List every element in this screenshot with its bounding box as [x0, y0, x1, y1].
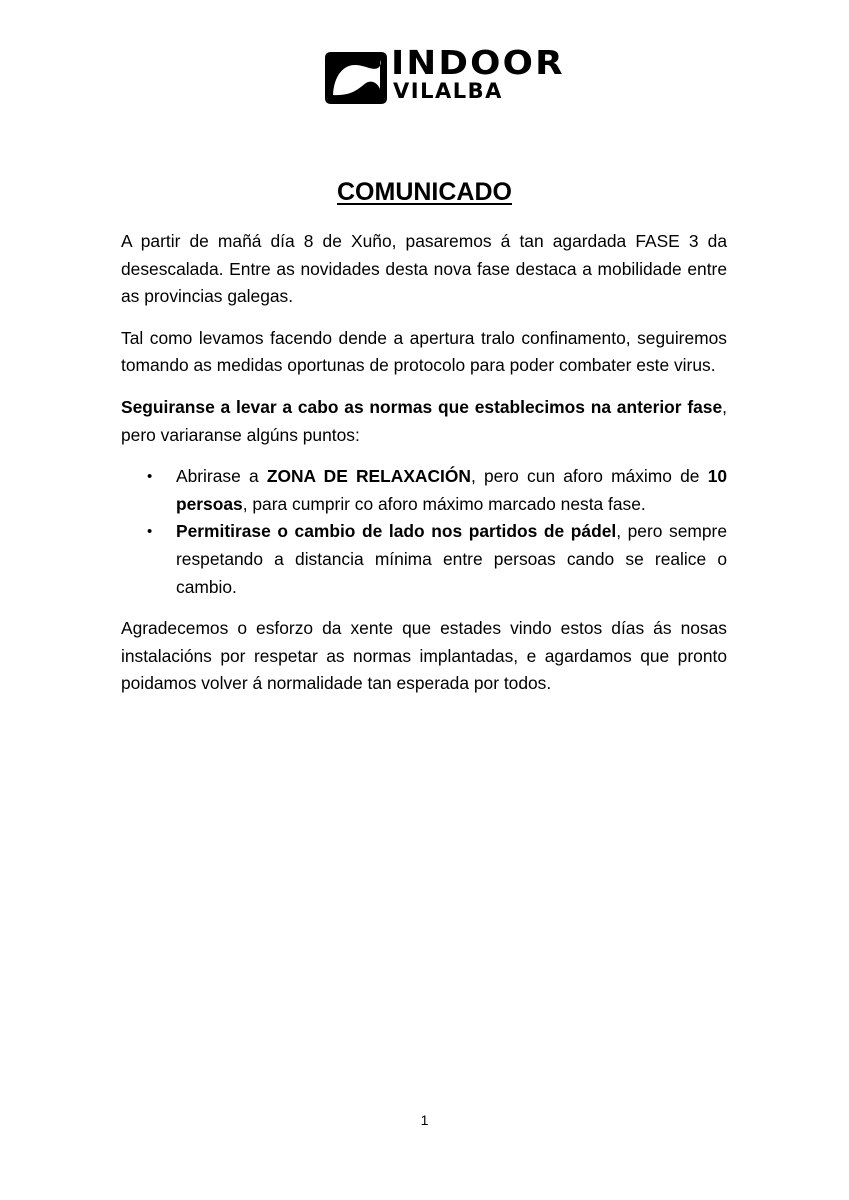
paragraph-closing: Agradecemos o esforzo da xente que estades vindo estos días ás nosas instalacións por respetar as normas implantadas, e agardamos que pronto poidamos volver á normalidade tan esperada por todos.: [121, 618, 727, 694]
page-title: COMUNICADO: [337, 178, 512, 206]
list-item-text: Abrirase a: [176, 466, 267, 487]
bullet-icon: •: [147, 468, 153, 486]
list-item-text: , pero cun aforo máximo de: [470, 466, 708, 487]
list-item-bold: Permitirase o cambio de lado nos partidos de pádel: [176, 521, 617, 542]
rules-intro-rest: , pero variaranse algúns puntos:: [121, 396, 727, 445]
rules-intro-bold: Seguiranse a levar a cabo as normas que establecimos na anterior fase: [121, 396, 723, 417]
rules-list: [121, 463, 727, 601]
bullet-icon: •: [147, 523, 153, 541]
list-item-text: , pero sempre respetando a distancia mínima entre persoas cando se realice o cambio.: [176, 521, 727, 597]
list-item-text: , para cumprir co aforo máximo marcado nesta fase.: [242, 493, 646, 514]
list-item-bold: ZONA DE RELAXACIÓN: [266, 466, 471, 487]
list-item-bold: 10 persoas: [176, 466, 728, 514]
list-item: [121, 463, 727, 518]
paragraph-phase-3: A partir de mañá día 8 de Xuño, pasaremos á tan agardada FASE 3 da desescalada. Entre as novidades desta nova fase destaca a mobilidade entre as provincias galegas.: [121, 231, 727, 307]
list-item: [121, 518, 727, 601]
paragraph-rules-intro: [121, 394, 727, 449]
padel-ball-logo-icon: [325, 52, 387, 104]
logo-word-indoor: INDOOR: [391, 43, 565, 82]
logo-word-vilalba: VILALBA: [393, 79, 503, 103]
document-body: [121, 228, 727, 712]
page-number: 1: [420, 1112, 429, 1128]
indoor-vilalba-logo: [325, 43, 565, 108]
paragraph-protocol: Tal como levamos facendo dende a apertura tralo confinamento, seguiremos tomando as medidas oportunas de protocolo para poder combater este virus.: [121, 327, 727, 376]
